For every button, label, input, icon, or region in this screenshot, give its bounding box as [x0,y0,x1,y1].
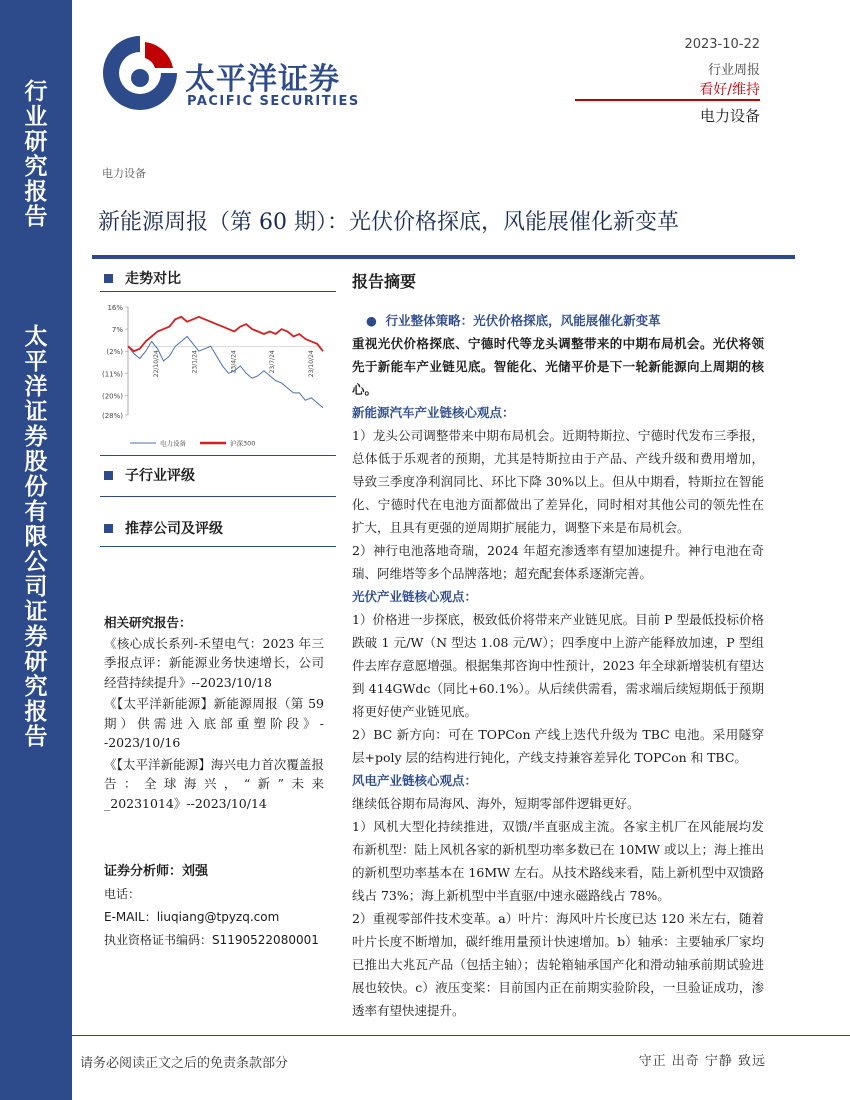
company-logo [95,28,365,118]
sidebar-char: 报 [24,179,48,205]
ev-heading: 新能源汽车产业链核心观点： [352,405,515,420]
y-tick-label: 16% [107,304,123,312]
sidebar-char: 证 [24,399,48,425]
sidebar-char: 公 [24,549,48,575]
sidebar-char: 告 [24,724,48,750]
bullet-square-icon [104,524,113,533]
x-tick-label: 23/4/24 [230,350,238,374]
x-tick-label: 23/7/24 [269,350,277,374]
sidebar-char: 报 [24,699,48,725]
ev-point-2: 2）神行电池落地奇瑞，2024 年超充渗透率有望加速提升。神行电池在奇瑞、阿维塔等多个品牌落地；超充配套体系逐渐完善。 [352,543,764,581]
sidebar-report-label [0,80,72,230]
disclaimer-note: 请务必阅读正文之后的免责条款部分 [80,1056,289,1071]
y-tick-label: (28%) [101,412,123,420]
header-divider [575,99,760,101]
related-reports [104,613,324,815]
logo-mark-icon [95,28,185,118]
section-divider [100,291,336,292]
sidebar [0,0,72,1100]
logo-english-name: PACIFIC SECURITIES [187,94,360,109]
pv-point-1: 1）价格进一步探底，极致低价将带来产业链见底。目前 P 型最低投标价格跌破 1 元/W（N 型达 1.08 元/W）；四季度中上游产能释放加速，P 型组件去库存意愿增强。根据集邦咨询中性预计，2023 年全球新增装机有望达到 414GWdc（同比+60.1%）。从后续供需看，需求端后续短期低于预期将更好使产业链见底。 [352,612,764,719]
report-title: 新能源周报（第 60 期）：光伏价格探底，风能展催化新变革 [98,210,679,235]
logo-chinese-name: 太平洋证券 [185,62,340,97]
y-tick-label: (20%) [101,392,123,401]
legend-label: 电力设备 [160,439,186,448]
sidebar-char: 洋 [24,374,48,400]
ev-point-1: 1）龙头公司调整带来中期布局机会。近期特斯拉、宁德时代发布三季报，总体低于乐观者的预期，尤其是特斯拉由于产品、产线升级和费用增加，导致三季度净利润同比、环比下降 30%以上。但从中期看，特斯拉在智能化、宁德时代在电池方面都做出了差异化，同时相对其他公司的领先性在扩大，且具有更强的逆周期扩展能力，调整下来是布局机会。 [352,428,764,535]
header-sector: 电力设备 [699,107,760,125]
sidebar-char: 限 [24,524,48,550]
y-tick-label: (2%) [106,348,123,357]
sidebar-char: 告 [24,204,48,230]
pv-point-2: 2）BC 新方向：可在 TOPCon 产线上迭代升级为 TBC 电池。采用隧穿层+poly 层的结构进行钝化，产线支持兼容差异化 TOPCon 和 TBC。 [352,727,764,765]
report-type: 行业周报 [707,63,760,78]
related-report-item[interactable]: 《【太平洋新能源】新能源周报（第 59 期）供需进入底部重塑阶段》--2023/10/16 [104,696,324,750]
y-tick-label: 7% [111,326,123,335]
section-divider [100,455,336,456]
analyst-phone: 电话： [104,887,141,901]
x-tick-label: 22/10/24 [153,350,160,378]
sidebar-char: 究 [24,674,48,700]
wind-heading: 风电产业链核心观点： [352,773,478,788]
wind-point-2: 2）重视零部件技术变革。a）叶片：海风叶片长度已达 120 米左右，随着叶片长度不断增加，碳纤维用量预计快速增加。b）轴承：主要轴承厂家均已推出大兆瓦产品（包括主轴）；齿轮箱轴承国产化和滑动轴承前期试验进展也较快。c）液压变桨：目前国内正在前期实验阶段，一旦验证成功，渗透率有望快速提升。 [352,911,764,1018]
x-tick-label: 23/1/24 [191,350,199,374]
wind-point-1: 1）风机大型化持续推进，双馈/半直驱成主流。各家主机厂在风能展均发布新机型：陆上风机各家的新机型功率多数已在 10MW 或以上；海上推出的新机型功率基本在 16MW 左右。从技术路线来看，陆上新机型中双馈路线占 73%；海上新机型中半直驱/中速永磁路线占 78%。 [352,819,765,903]
analyst-heading: 证券分析师：刘强 [104,864,209,879]
x-tick-label: 23/10/24 [308,350,315,378]
analyst-info [104,860,329,952]
sidebar-char: 研 [24,129,48,155]
y-tick-label: (11%) [101,370,123,379]
company-motto: 守正 出奇 宁静 致远 [638,1054,766,1069]
sidebar-char: 业 [24,104,48,130]
footer-divider [72,1035,850,1036]
sidebar-char: 研 [24,649,48,675]
analyst-email[interactable]: E-MAIL：liuqiang@tpyzq.com [104,910,280,924]
title-underline [92,255,795,259]
related-report-item[interactable]: 《【太平洋新能源】海兴电力首次覆盖报告：全球海兴，“新”未来_20231014》--2023/10/14 [104,756,324,811]
sidebar-char: 证 [24,599,48,625]
strategy-bullet: ● 行业整体策略：光伏价格探底，风能展催化新变革 [366,313,661,328]
sidebar-company-label [0,325,72,750]
sidebar-char: 券 [24,624,48,650]
section-divider [100,496,336,497]
sidebar-char: 太 [24,324,48,350]
sector-label: 电力设备 [102,167,146,180]
bullet-square-icon [104,274,113,283]
sub-rating-heading: 子行业评级 [104,465,195,485]
sidebar-char: 券 [24,424,48,450]
trend-heading: 走势对比 [104,268,181,288]
section-divider [100,546,336,547]
legend-label: 沪深300 [230,439,256,448]
intro-paragraph: 重视光伏价格探底、宁德时代等龙头调整带来的中期布局机会。光伏将领先于新能车产业链见底。智能化、光储平价是下一轮新能源向上周期的核心。 [352,336,764,397]
abstract-title: 报告摘要 [352,272,417,291]
industry-rating: 看好/维持 [699,82,760,98]
sidebar-char: 行 [24,79,48,105]
related-heading: 相关研究报告： [104,615,192,630]
sidebar-char: 股 [24,449,48,475]
wind-intro: 继续低谷期布局海风、海外，短期零部件逻辑更好。 [352,796,640,811]
bullet-dot-icon: ● [366,313,386,328]
sidebar-char: 平 [24,349,48,375]
report-date: 2023-10-22 [684,37,760,52]
recommend-heading: 推荐公司及评级 [104,518,223,538]
bullet-square-icon [104,471,113,480]
sidebar-char: 份 [24,474,48,500]
pv-heading: 光伏产业链核心观点： [352,589,478,604]
trend-chart [98,295,333,455]
sidebar-char: 司 [24,574,48,600]
sidebar-char: 有 [24,499,48,525]
analyst-license: 执业资格证书编码：S1190522080001 [104,933,319,947]
related-report-item[interactable]: 《核心成长系列-禾望电气：2023 年三季报点评：新能源业务快速增长，公司经营持续提升》--2023/10/18 [104,635,324,690]
report-abstract [352,270,764,1022]
sidebar-char: 究 [24,154,48,180]
